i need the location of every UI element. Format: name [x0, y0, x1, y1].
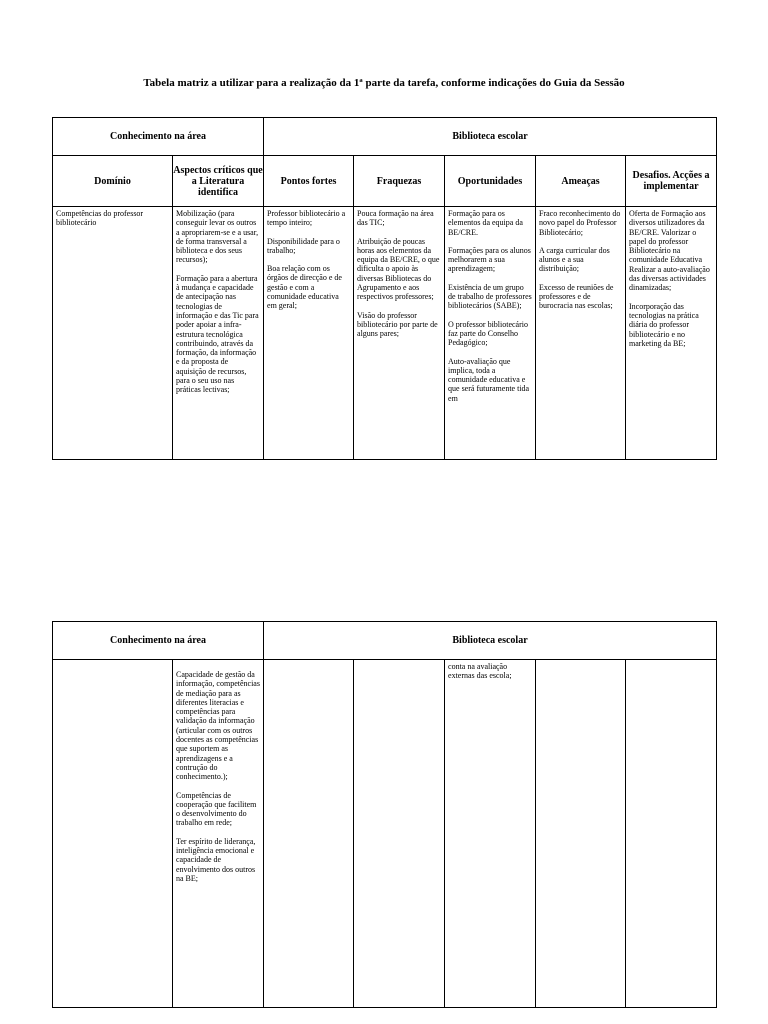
aspecto-item: Ter espírito de liderança, inteligência emocional e capacidade de envolvimento dos outros na BE;: [176, 836, 256, 883]
cell-oportunidades: [445, 207, 536, 460]
page-title: Tabela matriz a utilizar para a realização da 1ª parte da tarefa, conforme indicações do Guia da Sessão: [143, 77, 625, 89]
swot-table-page-2: [52, 621, 717, 1008]
aspecto-item: Mobilização (para conseguir levar os outros a apropriarem-se e a usar, de forma transversal a biblioteca e dos seus recursos);: [176, 209, 259, 265]
fraqueza-item: Pouca formação na área das TIC;: [357, 209, 434, 228]
cell-ameacas: [536, 207, 626, 460]
cell-fraquezas: [354, 207, 445, 460]
cell-dominio: [53, 207, 173, 460]
desafio-item: Incorporação das tecnologias na prática diária do professor bibliotecário e no marketing da BE;: [629, 301, 699, 348]
aspecto-item: Competências de cooperação que facilitem o desenvolvimento do trabalho em rede;: [176, 790, 257, 828]
cell-aspectos: [173, 207, 264, 460]
ponto-forte-item: Disponibilidade para o trabalho;: [267, 236, 340, 255]
col-header-pontos-fortes: Pontos fortes: [264, 156, 354, 207]
oportunidade-item: Auto-avaliação que implica, toda a comunidade educativa e que será futuramente tida em: [448, 356, 530, 403]
col-header-dominio: Domínio: [53, 156, 173, 207]
oportunidade-item: Formação para os elementos da equipa da BE/CRE.: [448, 209, 523, 237]
col-header-oportunidades: Oportunidades: [445, 156, 536, 207]
group-header-conhecimento: Conhecimento na área: [53, 118, 264, 156]
group-header-biblioteca: Biblioteca escolar: [264, 622, 717, 660]
ameaca-item: Excesso de reuniões de professores e de burocracia nas escolas;: [539, 282, 614, 311]
cell-desafios: [626, 660, 717, 1008]
dominio-text: Competências do professor bibliotecário: [56, 209, 144, 228]
cell-pontos-fortes: [264, 207, 354, 460]
fraqueza-item: Visão do professor bibliotecário por parte de alguns pares;: [357, 310, 438, 339]
group-header-biblioteca: Biblioteca escolar: [264, 118, 717, 156]
oportunidade-item: Existência de um grupo de trabalho de professores bibliotecários (SABE);: [448, 282, 532, 311]
ponto-forte-item: Professor bibliotecário a tempo inteiro;: [267, 209, 346, 228]
cell-oportunidades: [445, 660, 536, 1008]
ameaca-item: Fraco reconhecimento do novo papel do Professor Bibliotecário;: [539, 209, 621, 237]
oportunidade-item: Formações para os alunos melhorarem a sua aprendizagem;: [448, 245, 531, 274]
swot-table-page-1: [52, 117, 717, 460]
cell-dominio: [53, 660, 173, 1008]
cell-aspectos: [173, 660, 264, 1008]
ameaca-item: A carga curricular dos alunos e a sua distribuição;: [539, 245, 610, 274]
oportunidade-item: conta na avaliação externas das escola;: [448, 662, 512, 681]
col-header-desafios: Desafios. Acções a implementar: [626, 156, 717, 207]
aspecto-item: Formação para a abertura à mudança e capacidade de antecipação nas tecnologias de informação e das Tic para poder apoiar a infra-estrutura tecnológica contribuindo, através da formação, da informação e da proposta de aquisição de recursos, para o seu uso nas práticas lectivas;: [176, 273, 259, 395]
ponto-forte-item: Boa relação com os órgãos de direcção e de gestão e com a comunidade educativa em geral;: [267, 264, 342, 311]
cell-desafios: [626, 207, 717, 460]
aspecto-item: Capacidade de gestão da informação, competências de mediação para as diferentes literacias e competências para validação da informação (articular com os outros docentes as competências que suportem as aprendizagens e a contrução do conhecimento.);: [176, 670, 260, 782]
cell-ameacas: [536, 660, 626, 1008]
col-header-ameacas: Ameaças: [536, 156, 626, 207]
group-header-conhecimento: Conhecimento na área: [53, 622, 264, 660]
desafio-item: Oferta de Formação aos diversos utilizadores da BE/CRE. Valorizar o papel do professor Bibliotecário na comunidade Educativa Realizar a auto-avaliação das diversas actividades dinamizadas;: [629, 209, 710, 293]
col-header-aspectos: Aspectos críticos que a Literatura identifica: [173, 156, 264, 207]
oportunidade-item: O professor bibliotecário faz parte do Conselho Pedagógico;: [448, 319, 528, 348]
cell-fraquezas: [354, 660, 445, 1008]
fraqueza-item: Atribuição de poucas horas aos elementos da equipa da BE/CRE, o que dificulta o apoio às diversas Bibliotecas do Agrupamento e aos respectivos professores;: [357, 236, 440, 302]
cell-pontos-fortes: [264, 660, 354, 1008]
col-header-fraquezas: Fraquezas: [354, 156, 445, 207]
